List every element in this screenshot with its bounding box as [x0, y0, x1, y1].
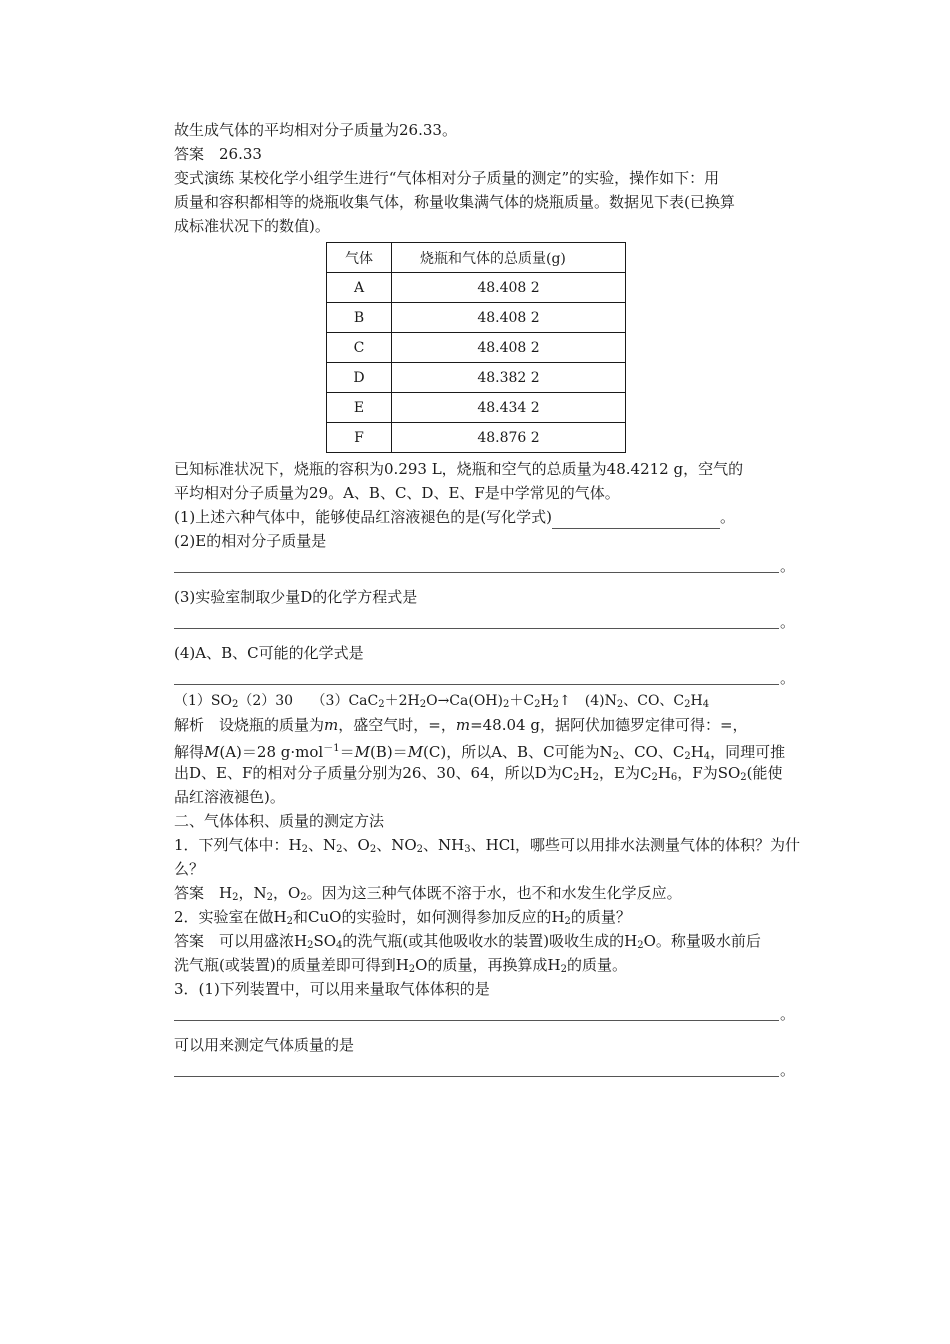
analysis-line: 出D、E、F的相对分子质量分别为26、30、64，所以D为$C_2H_2$，E为$C_2H_6$，F为$SO_2$(能使: [174, 764, 783, 783]
period: 。: [780, 557, 796, 575]
text-line: 故生成气体的平均相对分子质量为26.33。: [174, 121, 457, 139]
text-line: 已知标准状况下，烧瓶的容积为0.293 L，烧瓶和空气的总质量为48.4212 g，空气的: [174, 460, 744, 478]
question-4: (4)A、B、C可能的化学式是: [174, 644, 364, 662]
table-cell-mass: 48.408 2: [392, 303, 626, 333]
period: 。: [780, 1061, 796, 1079]
question-line: 3．(1)下列装置中，可以用来量取气体体积的是: [174, 980, 490, 998]
question-line: 1．下列气体中：$H_2$、$N_2$、$O_2$、$NO_2$、$NH_3$、HCl，哪些可以用排水法测量气体的体积？为什: [174, 836, 800, 855]
question-text: (1)上述六种气体中，能够使品红溶液褪色的是(写化学式): [174, 508, 552, 526]
text-line: 成标准状况下的数值)。: [174, 217, 330, 235]
text-line: 质量和容积都相等的烧瓶收集气体，称量收集满气体的烧瓶质量。数据见下表(已换算: [174, 193, 735, 211]
question-line: 可以用来测定气体质量的是: [174, 1036, 355, 1054]
question-1: [174, 505, 814, 529]
answer-blank[interactable]: [174, 684, 779, 685]
table-row: [327, 423, 626, 453]
document-page: [174, 118, 814, 1081]
question-line: 2．实验室在做$H_2$和CuO的实验时，如何测得参加反应的$H_2$的质量？: [174, 908, 631, 927]
table-header-gas: 气体: [327, 243, 392, 273]
table-cell-gas: B: [327, 303, 392, 333]
analysis-line: 解得M(A)＝28 g·mol$^{-1}$＝M(B)＝M(C)，所以A、B、C可能为$N_2$、CO、$C_2H_4$，同理可推: [174, 743, 786, 762]
gas-mass-table: [326, 242, 626, 453]
answer-blank[interactable]: [174, 1020, 779, 1021]
table-row: [327, 393, 626, 423]
table-cell-gas: D: [327, 363, 392, 393]
text-line: 平均相对分子质量为29。A、B、C、D、E、F是中学常见的气体。: [174, 484, 620, 502]
answer-blank[interactable]: [174, 628, 779, 629]
table-cell-gas: C: [327, 333, 392, 363]
answer-blank-row[interactable]: [174, 553, 814, 577]
table-row: [327, 363, 626, 393]
text-line: 变式演练 某校化学小组学生进行“气体相对分子质量的测定”的实验，操作如下：用: [174, 169, 720, 187]
period: 。: [780, 669, 796, 687]
period: 。: [780, 1005, 796, 1023]
period: 。: [719, 508, 735, 526]
table-header-mass: 烧瓶和气体的总质量(g): [392, 243, 626, 273]
table-cell-mass: 48.434 2: [392, 393, 626, 423]
table-row: [327, 273, 626, 303]
answer-line: 洗气瓶(或装置)的质量差即可得到$H_2O$的质量，再换算成$H_2$的质量。: [174, 956, 627, 975]
table-cell-mass: 48.408 2: [392, 273, 626, 303]
question-line: 么？: [174, 860, 205, 878]
question-2: (2)E的相对分子质量是: [174, 532, 327, 550]
answer-blank-row[interactable]: [174, 1057, 814, 1081]
question-3: (3)实验室制取少量D的化学方程式是: [174, 588, 418, 606]
period: 。: [780, 613, 796, 631]
table-cell-gas: E: [327, 393, 392, 423]
answer-blank-row[interactable]: [174, 609, 814, 633]
table-cell-mass: 48.876 2: [392, 423, 626, 453]
answer-line: 答案 $H_2$，$N_2$，$O_2$。因为这三种气体既不溶于水，也不和水发生化学反应。: [174, 884, 682, 903]
answer-blank[interactable]: [174, 572, 779, 573]
table-cell-gas: A: [327, 273, 392, 303]
answer-line: 答案 26.33: [174, 145, 262, 163]
table-cell-mass: 48.382 2: [392, 363, 626, 393]
analysis-line: 品红溶液褪色)。: [174, 788, 285, 806]
section-heading: 二、气体体积、质量的测定方法: [174, 812, 385, 830]
table-cell-mass: 48.408 2: [392, 333, 626, 363]
table-row: [327, 333, 626, 363]
answer-blank-row[interactable]: [174, 1001, 814, 1025]
answer-line: 答案 可以用盛浓$H_2SO_4$的洗气瓶(或其他吸收水的装置)吸收生成的$H_2O$。称量吸水前后: [174, 932, 761, 951]
answer-line: $(1)SO_2(2)30$ $(3)CaC_2+2H_2O\to Ca(OH)_2+C_2H_2↑$ $(4)N_2$、CO、$C_2H_4$: [174, 693, 710, 710]
table-header-row: [327, 243, 626, 273]
answer-blank-row[interactable]: [174, 665, 814, 689]
answer-blank[interactable]: [174, 1076, 779, 1077]
analysis-line: 解析 设烧瓶的质量为m，盛空气时，=，m=48.04 g，据阿伏加德罗定律可得：=，: [174, 716, 748, 734]
answer-blank[interactable]: [552, 510, 720, 529]
table-row: [327, 303, 626, 333]
table-cell-gas: F: [327, 423, 392, 453]
